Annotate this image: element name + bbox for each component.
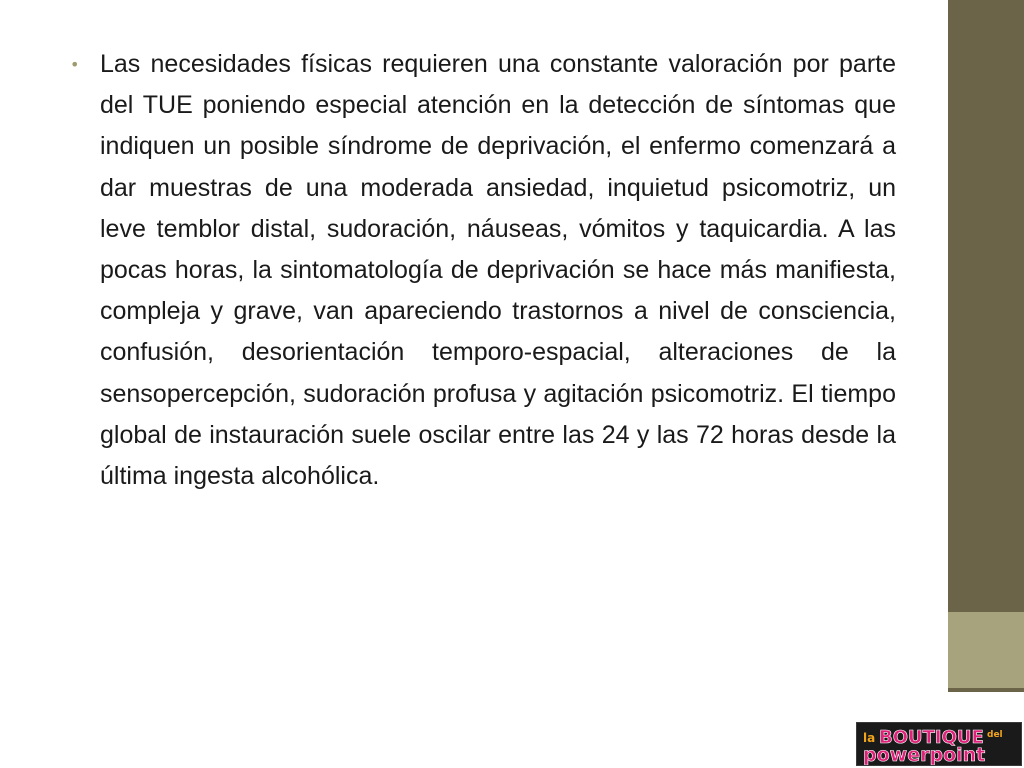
- bullet-paragraph: Las necesidades físicas requieren una constante valoración por parte del TUE poniendo especial atención en la detección de síntomas que indiquen un posible síndrome de deprivación, el enfermo comenzará a dar muestras de una moderada ansiedad, inquietud psicomotriz, un leve temblor distal, sudoración, náuseas, vómitos y taquicardia. A las pocas horas, la sintomatología de deprivación se hace más manifiesta, compleja y grave, van apareciendo trastornos a nivel de consciencia, confusión, desorientación temporo-espacial, alteraciones de la sensopercepción, sudoración profusa y agitación psicomotriz. El tiempo global de instauración suele oscilar entre las 24 y las 72 horas desde la última ingesta alcohólica.: [100, 50, 896, 491]
- logo-main: BOUTIQUE: [879, 727, 984, 748]
- logo-suffix: del: [987, 730, 1003, 740]
- sidebar-decoration-top: [948, 0, 1024, 612]
- sidebar-decoration-bottom: [948, 688, 1024, 692]
- slide-body: [70, 44, 896, 497]
- sidebar-decoration-middle: [948, 612, 1024, 688]
- logo-prefix: la: [863, 731, 876, 745]
- bullet-item: [70, 44, 896, 497]
- logo-line2: powerpoint: [863, 744, 986, 765]
- bullet-marker: •: [70, 55, 80, 74]
- logo-graphic: [857, 723, 1021, 765]
- boutique-powerpoint-logo: [856, 722, 1022, 766]
